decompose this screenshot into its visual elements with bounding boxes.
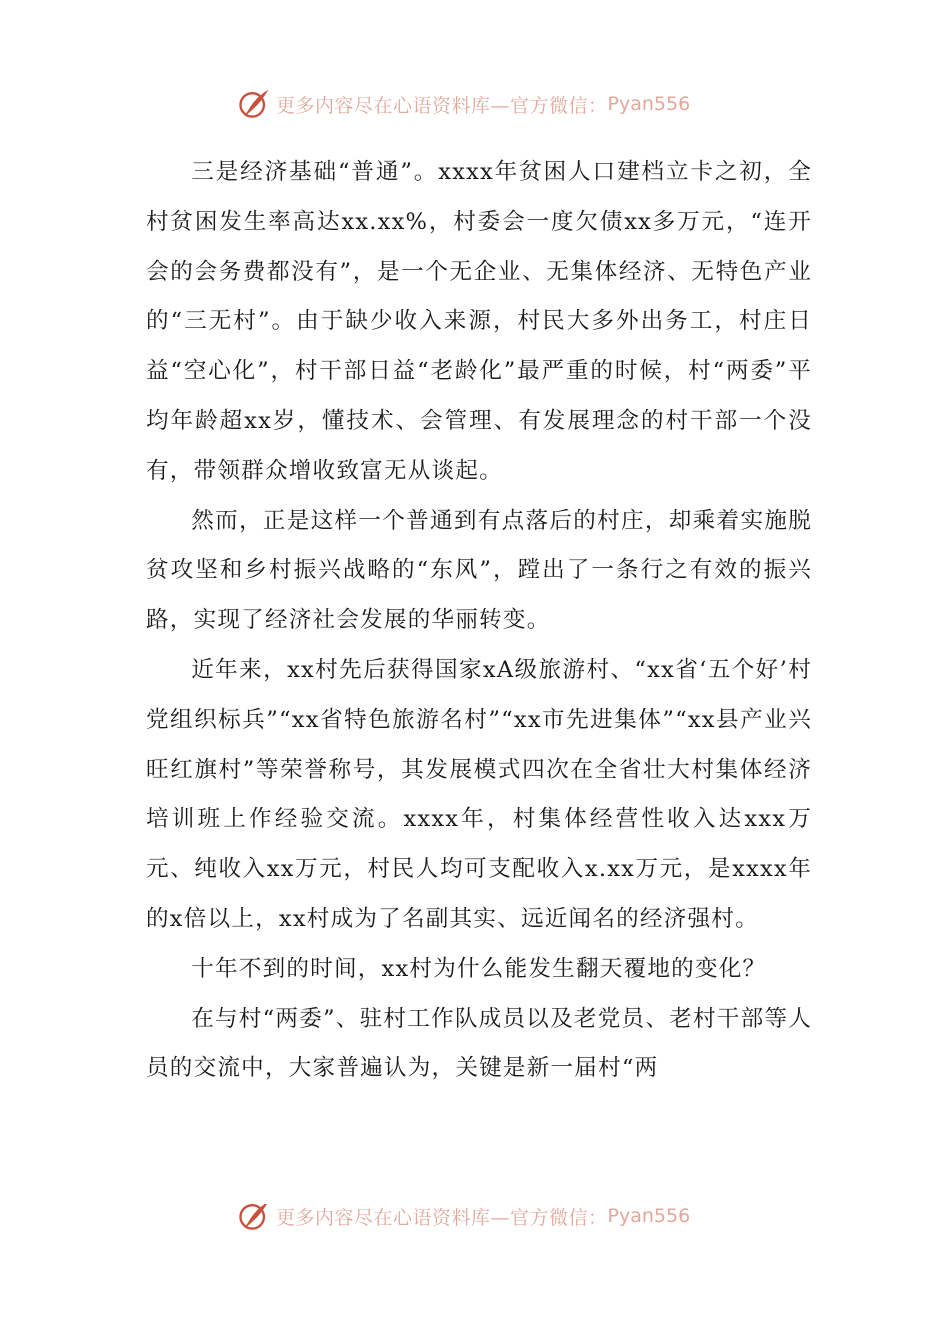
paragraph: 在与村“两委”、驻村工作队成员以及老党员、老村干部等人员的交流中，大家普遍认为，关键是新一届村“两 bbox=[146, 1005, 812, 1082]
paragraph: 然而，正是这样一个普通到有点落后的村庄，却乘着实施脱贫攻坚和乡村振兴战略的“东风”，蹚出了一条行之有效的振兴路，实现了经济社会发展的华丽转变。 bbox=[146, 507, 812, 634]
quill-logo-icon bbox=[236, 1204, 272, 1234]
header-watermark bbox=[236, 84, 690, 124]
paragraph: 十年不到的时间，xx村为什么能发生翻天覆地的变化？ bbox=[191, 955, 767, 982]
article-body bbox=[146, 148, 812, 1094]
paragraph: 近年来，xx村先后获得国家xA级旅游村、“xx省‘五个好’村党组织标兵”“xx省特色旅游名村”“xx市先进集体”“xx县产业兴旺红旗村”等荣誉称号，其发展模式四次在全省壮大村集体经济培训班上作经验交流。xxxx年，村集体经营性收入达xxx万元、纯收入xx万元，村民人均可支配收入x.xx万元，是xxxx年的x倍以上，xx村成为了名副其实、远近闻名的经济强村。 bbox=[146, 656, 812, 932]
watermark-text: 更多内容尽在心语资料库—官方微信： bbox=[276, 1206, 608, 1229]
footer-watermark bbox=[236, 1204, 690, 1236]
watermark-text: 更多内容尽在心语资料库—官方微信： bbox=[276, 94, 608, 117]
quill-logo-icon bbox=[236, 86, 272, 122]
watermark-wechat-id: Pyan556 bbox=[607, 1205, 691, 1227]
watermark-wechat-id: Pyan556 bbox=[607, 93, 691, 115]
paragraph: 三是经济基础“普通”。xxxx年贫困人口建档立卡之初，全村贫困发生率高达xx.xx%，村委会一度欠债xx多万元，“连开会的会务费都没有”，是一个无企业、无集体经济、无特色产业的“三无村”。由于缺少收入来源，村民大多外出务工，村庄日益“空心化”，村干部日益“老龄化”最严重的时候，村“两委”平均年龄超xx岁，懂技术、会管理、有发展理念的村干部一个没有，带领群众增收致富无从谈起。 bbox=[146, 159, 812, 484]
